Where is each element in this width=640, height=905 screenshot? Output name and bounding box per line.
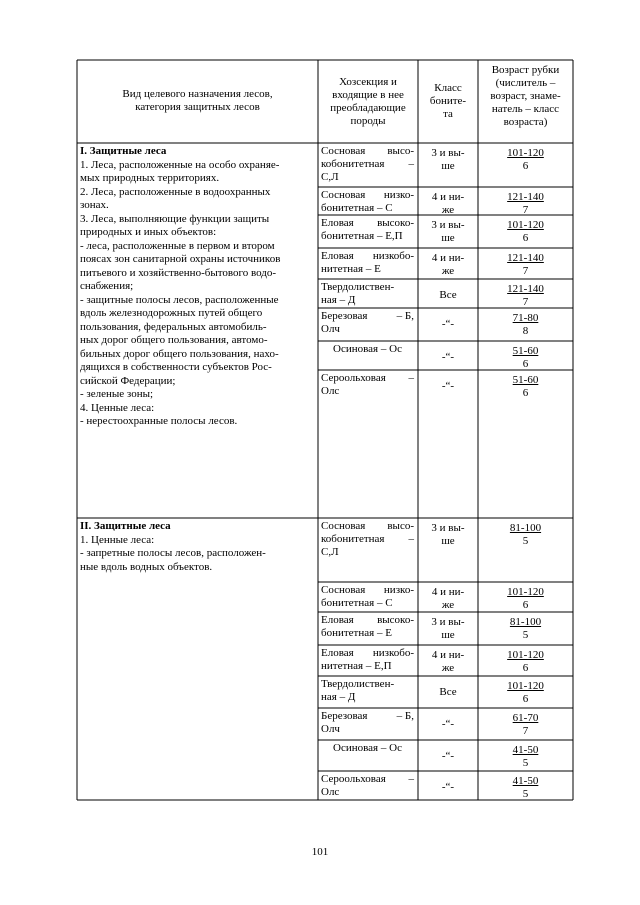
species-word: бонитетная – С (321, 202, 393, 214)
species-word: ная – Д (321, 294, 356, 306)
section-text-line: 1. Ценные леса: (80, 533, 155, 546)
bonitet-class: 3 и вы- (431, 147, 465, 159)
section-text-line: сийской Федерации; (80, 374, 176, 387)
species-line (321, 323, 414, 336)
header-col1-line: Вид целевого назначения лесов, (122, 88, 273, 100)
species-word: высо- (387, 145, 414, 157)
age-class: 6 (522, 387, 529, 399)
age-class: 7 (522, 265, 529, 277)
bonitet-class: -“- (441, 318, 455, 330)
bonitet-class: 4 и ни- (431, 191, 465, 203)
species-line (321, 343, 414, 356)
age-class: 5 (522, 788, 529, 800)
age-class: 6 (522, 160, 529, 172)
species-word: нитетная – Е,П (321, 660, 392, 672)
species-word: низко- (383, 189, 414, 201)
age-class: 5 (522, 535, 529, 547)
species-cell (321, 520, 414, 559)
species-word: Березовая (321, 710, 368, 722)
species-word: ная – Д (321, 691, 356, 703)
header-col2-line: породы (350, 115, 386, 127)
bonitet-class: же (441, 599, 455, 611)
species-cell (321, 281, 414, 307)
section-text-line: поясах зон санитарной охраны источников (80, 253, 281, 265)
cutting-age: 81-100 (509, 616, 542, 628)
species-word: бонитетная – С (321, 597, 393, 609)
species-word: – Б, (396, 710, 414, 722)
cutting-age: 101-120 (507, 586, 544, 598)
age-class: 7 (522, 204, 529, 216)
species-word: Еловая (321, 217, 354, 229)
bonitet-class: 3 и вы- (431, 616, 465, 628)
age-class: 7 (522, 725, 529, 737)
age-class: 5 (522, 629, 529, 641)
species-word: Осиновая – Ос (333, 742, 402, 754)
age-class: 6 (522, 599, 529, 611)
species-cell (321, 250, 414, 276)
header-col4-line: Возраст рубки (491, 64, 560, 76)
section-text-line: 3. Леса, выполняющие функции защиты (80, 212, 270, 225)
species-word: высо- (387, 520, 414, 532)
species-word: – (408, 773, 414, 785)
species-line (321, 678, 414, 691)
species-word: Березовая (321, 310, 368, 322)
species-line (321, 546, 414, 559)
section-text-line: - запретные полосы лесов, расположен- (80, 547, 266, 559)
species-word: – (408, 372, 414, 384)
age-class: 5 (522, 757, 529, 769)
bonitet-class: ше (441, 232, 455, 244)
species-cell (321, 773, 414, 799)
species-word: Еловая (321, 250, 354, 262)
bonitet-class: -“- (441, 781, 455, 793)
species-word: Олс (321, 385, 340, 397)
species-word: Твердолиствен- (321, 678, 395, 690)
species-line (321, 614, 414, 627)
species-cell (321, 145, 414, 184)
cutting-age: 81-100 (509, 522, 542, 534)
species-cell (321, 614, 414, 640)
species-word: низко- (383, 584, 414, 596)
bonitet-class: -“- (441, 351, 455, 363)
cutting-age: 101-120 (507, 649, 544, 661)
section-text-line: вдоль железнодорожных путей общего (80, 307, 263, 319)
species-line (321, 597, 414, 610)
age-class: 7 (522, 296, 529, 308)
species-line (321, 710, 414, 723)
cutting-age: 121-140 (507, 252, 544, 264)
section-text-line: дящихся в собственности субъектов Рос- (80, 361, 272, 373)
age-class: 8 (522, 325, 529, 337)
species-word: – Б, (396, 310, 414, 322)
species-word: С,Л (321, 171, 339, 183)
species-word: Сосновая (321, 520, 366, 532)
section-text-line: 4. Ценные леса: (80, 401, 155, 414)
bonitet-class: -“- (441, 718, 455, 730)
age-class: 6 (522, 358, 529, 370)
header-col1-line: категория защитных лесов (135, 101, 260, 113)
section-text-line: бильных дорог общего пользования, нахо- (80, 347, 279, 360)
bonitet-class: 4 и ни- (431, 649, 465, 661)
species-line (321, 372, 414, 385)
age-class: 6 (522, 662, 529, 674)
section-title: I. Защитные леса (80, 145, 167, 157)
section-text-line: мых природных территориях. (80, 172, 220, 184)
section-text-line: - защитные полосы лесов, расположенные (80, 293, 279, 306)
header-col4-line: возраста) (503, 116, 548, 128)
species-word: кобонитетная (321, 533, 385, 545)
species-cell (321, 310, 414, 336)
header-col4-line: возраст, знаме- (490, 90, 561, 102)
species-line (321, 723, 414, 736)
species-cell (321, 742, 414, 755)
cutting-age: 71-80 (512, 312, 539, 324)
species-line (321, 171, 414, 184)
species-line (321, 294, 414, 307)
cutting-age: 51-60 (512, 374, 539, 386)
species-word: нитетная – Е (321, 263, 381, 275)
species-word: Твердолиствен- (321, 281, 395, 293)
species-line (321, 627, 414, 640)
cutting-age: 51-60 (512, 345, 539, 357)
section-text-line: природных и иных объектов: (80, 226, 217, 238)
species-line (321, 533, 414, 546)
header-col2-line: входящие в нее (332, 89, 404, 101)
bonitet-class: ше (441, 160, 455, 172)
header-col4-line: натель – класс (491, 103, 560, 115)
species-word: низкобо- (372, 250, 414, 262)
species-cell (321, 678, 414, 704)
header-col2-line: преобладающие (330, 102, 406, 114)
bonitet-class: же (441, 265, 455, 277)
bonitet-class: 3 и вы- (431, 219, 465, 231)
species-line (321, 520, 414, 533)
species-line (321, 691, 414, 704)
species-line (321, 202, 414, 215)
species-cell (321, 710, 414, 736)
bonitet-class: 4 и ни- (431, 252, 465, 264)
section-text-line: питьевого и хозяйственно-бытового водо- (80, 266, 277, 279)
species-line (321, 385, 414, 398)
age-class: 6 (522, 232, 529, 244)
section-text-line: снабжения; (80, 280, 134, 292)
species-line (321, 773, 414, 786)
species-word: Сосновая (321, 189, 366, 201)
age-class: 6 (522, 693, 529, 705)
bonitet-class: 4 и ни- (431, 586, 465, 598)
species-cell (321, 217, 414, 243)
bonitet-class: 3 и вы- (431, 522, 465, 534)
species-line (321, 217, 414, 230)
cutting-age: 61-70 (512, 712, 539, 724)
species-word: высоко- (377, 217, 414, 229)
species-line (321, 189, 414, 202)
species-word: С,Л (321, 546, 339, 558)
species-word: бонитетная – Е (321, 627, 392, 639)
bonitet-class: ше (441, 629, 455, 641)
section-text-line: - нерестоохранные полосы лесов. (80, 415, 238, 427)
bonitet-class: Все (439, 686, 457, 698)
species-word: – (408, 533, 414, 545)
bonitet-class: -“- (441, 750, 455, 762)
section-title: II. Защитные леса (80, 520, 171, 532)
species-word: Сероольховая (321, 773, 386, 785)
species-word: Олч (321, 723, 340, 735)
cutting-age: 101-120 (507, 680, 544, 692)
cutting-age: 121-140 (507, 191, 544, 203)
cutting-age: 41-50 (512, 775, 539, 787)
header-col3-line: боните- (429, 95, 467, 107)
page-number: 101 (311, 846, 329, 858)
species-cell (321, 343, 414, 356)
bonitet-class: же (441, 204, 455, 216)
species-cell (321, 584, 414, 610)
section-text-line: 1. Леса, расположенные на особо охраняе- (80, 158, 280, 171)
species-line (321, 263, 414, 276)
species-line (321, 647, 414, 660)
species-line (321, 230, 414, 243)
section-text-line: ных дорог общего пользования, автомо- (80, 334, 268, 346)
species-word: Еловая (321, 614, 354, 626)
species-line (321, 145, 414, 158)
species-line (321, 584, 414, 597)
species-line (321, 660, 414, 673)
species-cell (321, 647, 414, 673)
species-word: кобонитетная (321, 158, 385, 170)
species-cell (321, 372, 414, 398)
species-word: бонитетная – Е,П (321, 230, 403, 242)
species-word: – (408, 158, 414, 170)
cutting-age: 101-120 (507, 219, 544, 231)
cutting-age: 101-120 (507, 147, 544, 159)
species-word: Олч (321, 323, 340, 335)
species-line (321, 742, 414, 755)
cutting-age: 121-140 (507, 283, 544, 295)
species-line (321, 281, 414, 294)
species-line (321, 250, 414, 263)
species-word: Олс (321, 786, 340, 798)
species-line (321, 310, 414, 323)
species-word: высоко- (377, 614, 414, 626)
species-word: низкобо- (372, 647, 414, 659)
section-text-line: - зеленые зоны; (80, 388, 154, 400)
section-text-line: ные вдоль водных объектов. (80, 560, 213, 573)
species-word: Сосновая (321, 145, 366, 157)
header-col2-line: Хозсекция и (339, 76, 397, 88)
species-word: Сероольховая (321, 372, 386, 384)
header-col4-line: (числитель – (495, 77, 556, 89)
section-text-line: зонах. (80, 199, 109, 211)
section-text-line: - леса, расположенные в первом и втором (80, 239, 275, 252)
bonitet-class: же (441, 662, 455, 674)
bonitet-class: -“- (441, 380, 455, 392)
species-word: Осиновая – Ос (333, 343, 402, 355)
section-text-line: 2. Леса, расположенные в водоохранных (80, 185, 271, 198)
header-col3-line: Класс (434, 82, 462, 94)
species-word: Сосновая (321, 584, 366, 596)
species-cell (321, 189, 414, 215)
section-text-line: пользования, федеральных автомобиль- (80, 320, 267, 333)
species-line (321, 786, 414, 799)
bonitet-class: Все (439, 289, 457, 301)
species-word: Еловая (321, 647, 354, 659)
header-col3-line: та (443, 108, 453, 120)
cutting-age: 41-50 (512, 744, 539, 756)
species-line (321, 158, 414, 171)
bonitet-class: ше (441, 535, 455, 547)
